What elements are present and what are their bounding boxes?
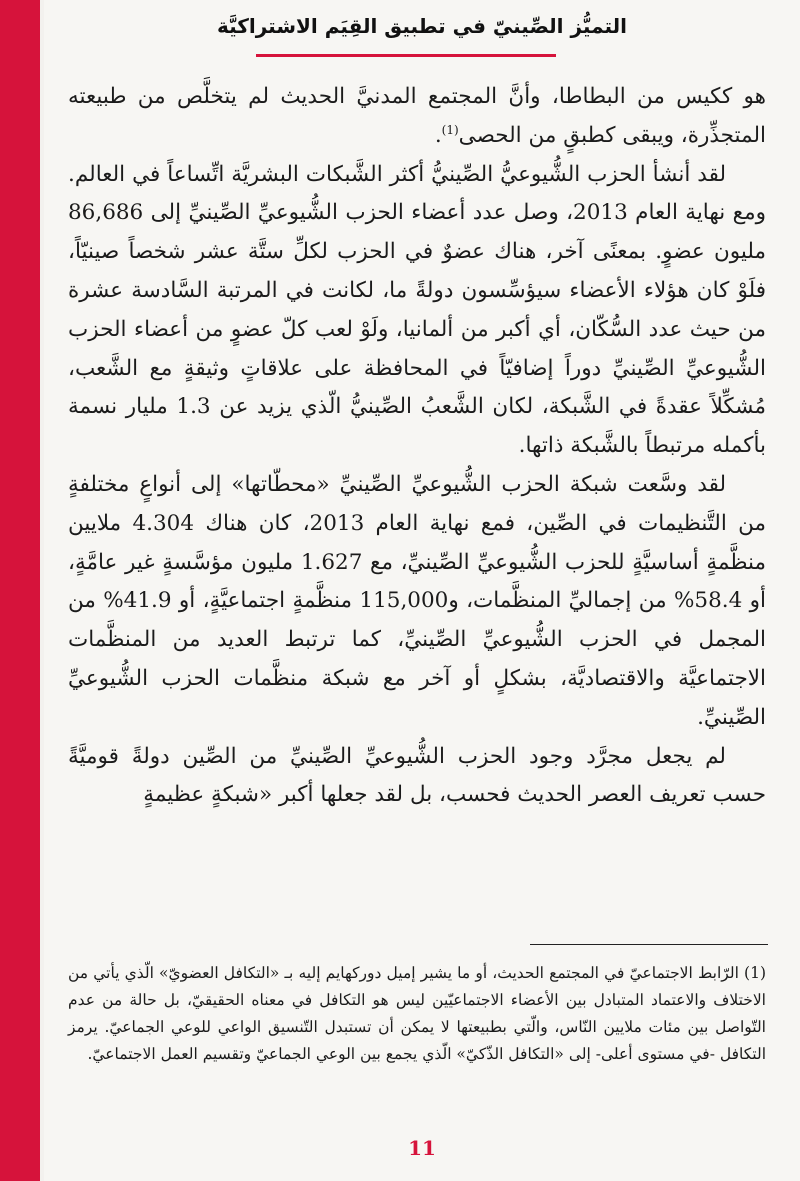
paragraph-2: لقد أنشأ الحزب الشُّيوعيُّ الصِّينيُّ أكثر الشَّبكات البشريَّة اتِّساعاً في العالم. ومع نهاية العام 2013، وصل عدد أعضاء الحزب الشُّيوعيِّ الصِّينيِّ إلى 86,686 مليون عضوٍ. بمعنًى آخر، هناك عضوٌ في الحزب لكلِّ ستَّة عشر شخصاً صينيّاً، فلَوْ كان هؤلاء الأعضاء سيؤسِّسون دولةً ما، لكانت في المرتبة السَّادسة عشرة من حيث عدد السُّكّان، أي أكبر من ألمانيا، ولَوْ لعب كلّ عضوٍ من أعضاء الحزب الشُّيوعيِّ الصِّينيِّ دوراً إضافيّاً في المحافظة على علاقاتٍ وثيقةٍ مع الشَّعب، مُشكِّلاً عقدةً في الشَّبكة، لكان الشَّعبُ الصِّينيُّ الّذي يزيد عن 1.3 مليار نسمة بأكمله مرتبطاً بالشَّبكة ذاتها. [68,161,766,459]
footnote-text: (1) الرّابط الاجتماعيّ في المجتمع الحديث، أو ما يشير إميل دوركهايم إليه بـ «التكافل العضويّ» الّذي يأتي من الاختلاف والاعتماد المتبادل بين الأعضاء الاجتماعيّين ليس هو التكافل في معناه الحقيقيّ، بل حالة من عدم التّواصل بين مئات ملايين النّاس، والّتي بطبيعتها لا يمكن أن تستبدل التّنسيق الواعي للوعي الجماعيّ. يرمز التكافل -في مستوى أعلى- إلى «التكافل الذّكيّ» الّذي يجمع بين الوعي الجماعيّ وتقسيم العمل الاجتماعيّ. [68,964,766,1063]
header-underline [256,54,556,57]
book-page [44,0,800,1181]
paragraph-1-text: هو ككيس من البطاطا، وأنَّ المجتمع المدنيَّ الحديث لم يتخلَّص من طبيعته المتجذِّرة، ويبقى كطبقٍ من الحصى [68,84,766,148]
paragraph-1: هو ككيس من البطاطا، وأنَّ المجتمع المدنيَّ الحديث لم يتخلَّص من طبيعته المتجذِّرة، ويبقى كطبقٍ من الحصى$^{(1)}$. [68,84,766,148]
paragraph-4: لم يجعل مجرَّد وجود الحزب الشُّيوعيِّ الصِّينيِّ من الصِّين دولةً قوميَّةً حسب تعريف العصر الحديث فحسب، بل لقد جعلها أكبر «شبكةٍ عظيمةٍ [68,743,766,808]
paragraph-3: لقد وسَّعت شبكة الحزب الشُّيوعيِّ الصِّينيِّ «محطّاتها» إلى أنواعٍ مختلفةٍ من التَّنظيمات في الصِّين، فمع نهاية العام 2013، كان هناك 4.304 ملايين منظَّمةٍ أساسيَّةٍ للحزب الشُّيوعيِّ الصِّينيِّ، مع 1.627 مليون مؤسَّسةٍ غير عامَّةٍ، أو 58.4% من إجماليِّ المنظَّمات، و115,000 منظَّمةٍ اجتماعيَّةٍ، أو 41.9% من المجمل في الحزب الشُّيوعيِّ الصِّينيِّ، كما ترتبط العديد من المنظَّمات الاجتماعيَّة والاقتصاديَّة، بشكلٍ أو آخر مع شبكة منظَّمات الحزب الشُّيوعيِّ الصِّينيِّ. [68,471,767,730]
footnote-separator [530,944,768,945]
footnote [68,960,766,1068]
running-header: التميُّز الصِّينيّ في تطبيق القِيَم الاشتراكيَّة [216,14,628,38]
page-number: 11 [408,1136,436,1160]
red-page-edge [0,0,40,1181]
main-text [68,78,766,815]
footnote-reference: (1) [441,122,459,137]
